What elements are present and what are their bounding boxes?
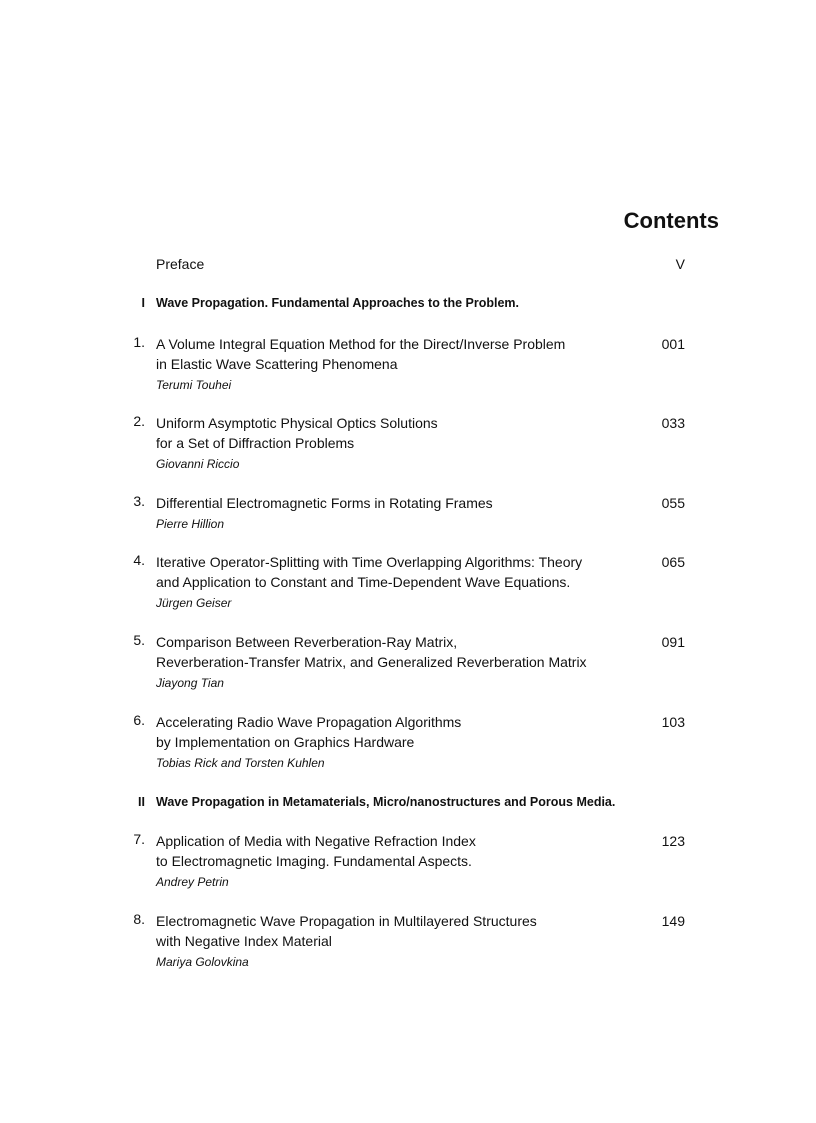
chapter-number: 2. bbox=[133, 413, 145, 429]
chapter-title-line: in Elastic Wave Scattering Phenomena bbox=[156, 356, 398, 372]
chapter-number: 3. bbox=[133, 493, 145, 509]
chapter-number: 1. bbox=[133, 334, 145, 350]
chapter-title bbox=[156, 632, 636, 694]
chapter-title bbox=[156, 831, 636, 893]
chapter-title-line: Differential Electromagnetic Forms in Rotating Frames bbox=[156, 495, 493, 511]
chapter-number: 7. bbox=[133, 831, 145, 847]
chapter-title-line: to Electromagnetic Imaging. Fundamental Aspects. bbox=[156, 853, 472, 869]
part-numeral: I bbox=[141, 296, 145, 310]
chapter-title-line: Iterative Operator-Splitting with Time Overlapping Algorithms: Theory bbox=[156, 554, 583, 570]
chapter-page: 123 bbox=[661, 833, 685, 849]
chapter-author: Jiayong Tian bbox=[156, 676, 224, 690]
chapter-title-line: Application of Media with Negative Refraction Index bbox=[156, 833, 476, 849]
chapter-author: Tobias Rick and Torsten Kuhlen bbox=[156, 756, 325, 770]
chapter-page: 149 bbox=[661, 913, 685, 929]
page-title: Contents bbox=[623, 208, 719, 233]
chapter-title-line: and Application to Constant and Time-Dependent Wave Equations. bbox=[156, 574, 571, 590]
chapter-title-line: Electromagnetic Wave Propagation in Multilayered Structures bbox=[156, 913, 537, 929]
chapter-title bbox=[156, 413, 636, 475]
chapter-page: 065 bbox=[661, 554, 685, 570]
chapter-author: Mariya Golovkina bbox=[156, 955, 249, 969]
chapter-title-line: Accelerating Radio Wave Propagation Algorithms bbox=[156, 714, 462, 730]
chapter-title bbox=[156, 493, 636, 535]
part-title: Wave Propagation. Fundamental Approaches to the Problem. bbox=[156, 296, 520, 310]
chapter-author: Terumi Touhei bbox=[156, 378, 232, 392]
part-numeral: II bbox=[138, 795, 145, 809]
chapter-title-line: with Negative Index Material bbox=[156, 933, 332, 949]
chapter-title-line: by Implementation on Graphics Hardware bbox=[156, 734, 415, 750]
chapter-author: Pierre Hillion bbox=[156, 517, 225, 531]
chapter-title-line: Uniform Asymptotic Physical Optics Solutions bbox=[156, 415, 438, 431]
chapter-author: Giovanni Riccio bbox=[156, 457, 240, 471]
chapter-title-line: A Volume Integral Equation Method for the Direct/Inverse Problem bbox=[156, 336, 566, 352]
chapter-number: 4. bbox=[133, 552, 145, 568]
chapter-page: 103 bbox=[661, 714, 685, 730]
chapter-page: 091 bbox=[661, 634, 685, 650]
chapter-page: 033 bbox=[661, 415, 685, 431]
chapter-title bbox=[156, 712, 636, 774]
chapter-title bbox=[156, 552, 636, 614]
preface-label: Preface bbox=[156, 256, 205, 272]
chapter-author: Jürgen Geiser bbox=[156, 596, 232, 610]
chapter-title-line: Reverberation-Transfer Matrix, and Generalized Reverberation Matrix bbox=[156, 654, 587, 670]
chapter-number: 8. bbox=[133, 911, 145, 927]
chapter-title bbox=[156, 911, 636, 973]
part-title: Wave Propagation in Metamaterials, Micro/nanostructures and Porous Media. bbox=[156, 795, 616, 809]
chapter-title bbox=[156, 334, 636, 396]
chapter-number: 6. bbox=[133, 712, 145, 728]
chapter-author: Andrey Petrin bbox=[156, 875, 229, 889]
chapter-title-line: Comparison Between Reverberation-Ray Matrix, bbox=[156, 634, 458, 650]
chapter-page: 055 bbox=[661, 495, 685, 511]
chapter-title-line: for a Set of Diffraction Problems bbox=[156, 435, 355, 451]
chapter-page: 001 bbox=[661, 336, 685, 352]
preface-page: V bbox=[675, 256, 685, 272]
chapter-number: 5. bbox=[133, 632, 145, 648]
